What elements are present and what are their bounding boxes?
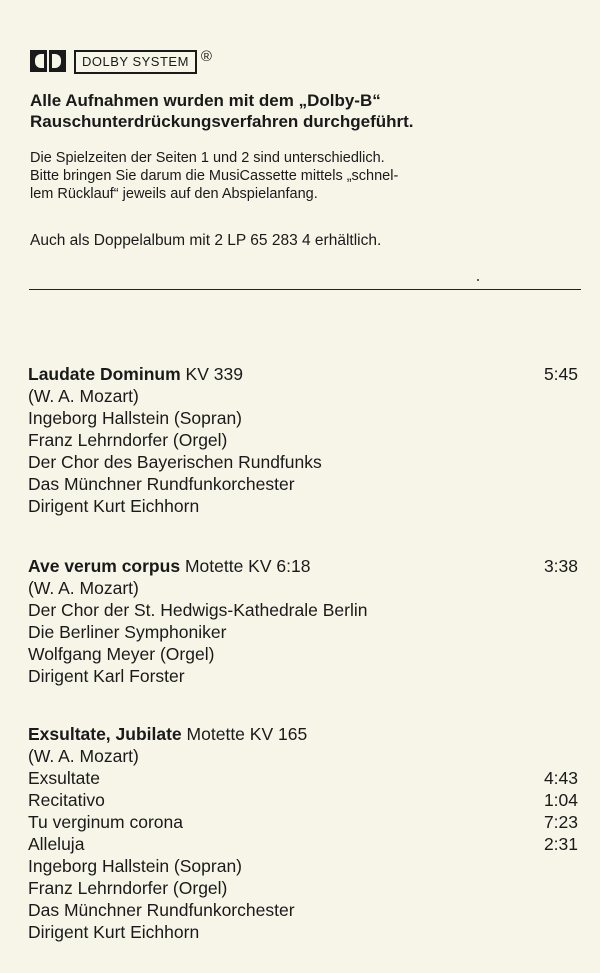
movement-duration: 1:04 bbox=[543, 790, 578, 810]
movement-row bbox=[28, 833, 578, 855]
credit-line: Wolfgang Meyer (Orgel) bbox=[28, 644, 215, 664]
note-line-2: Bitte bringen Sie darum die MusiCassette mittels „schnel- bbox=[30, 168, 399, 184]
double-d-icon bbox=[30, 50, 70, 74]
headline-line-1: Alle Aufnahmen wurden mit dem „Dolby-B“ bbox=[30, 91, 381, 110]
track-ave-verum-corpus bbox=[28, 555, 578, 687]
dolby-system-label: DOLBY SYSTEM bbox=[74, 50, 197, 74]
credit-line: Franz Lehrndorfer (Orgel) bbox=[28, 430, 228, 450]
track-composer: (W. A. Mozart) bbox=[28, 578, 139, 598]
headline-line-2: Rauschunterdrückungsverfahren durchgeführt. bbox=[30, 112, 414, 131]
track-duration: 3:38 bbox=[543, 556, 578, 576]
speck bbox=[477, 279, 479, 281]
track-composer: (W. A. Mozart) bbox=[28, 386, 139, 406]
movement-duration: 2:31 bbox=[543, 834, 578, 854]
credit-line: Ingeborg Hallstein (Sopran) bbox=[28, 408, 243, 428]
movement-row bbox=[28, 789, 578, 811]
track-laudate-dominum bbox=[28, 363, 578, 517]
movement-name: Recitativo bbox=[28, 790, 105, 810]
movement-duration: 7:23 bbox=[543, 812, 578, 832]
track-title: Laudate Dominum KV 339 bbox=[28, 364, 243, 384]
credit-line: Dirigent Karl Forster bbox=[28, 666, 185, 686]
credit-line: Der Chor der St. Hedwigs-Kathedrale Berlin bbox=[28, 600, 368, 620]
movement-row bbox=[28, 767, 578, 789]
track-exsultate-jubilate bbox=[28, 723, 578, 943]
movement-duration: 4:43 bbox=[543, 768, 578, 788]
registered-mark: ® bbox=[200, 47, 212, 65]
note-line-3: lem Rücklauf“ jeweils auf den Abspielanfang. bbox=[30, 186, 318, 202]
movement-row bbox=[28, 811, 578, 833]
playback-note bbox=[30, 149, 575, 203]
dolby-system-badge bbox=[30, 47, 212, 74]
movement-name: Exsultate bbox=[28, 768, 100, 788]
credit-line: Das Münchner Rundfunkorchester bbox=[28, 474, 295, 494]
track-duration: 5:45 bbox=[543, 364, 578, 384]
double-album-note: Auch als Doppelalbum mit 2 LP 65 283 4 erhältlich. bbox=[30, 232, 382, 249]
credit-line: Die Berliner Symphoniker bbox=[28, 622, 227, 642]
divider bbox=[29, 289, 581, 290]
credit-line: Dirigent Kurt Eichhorn bbox=[28, 496, 200, 516]
track-title: Exsultate, Jubilate Motette KV 165 bbox=[28, 724, 308, 744]
movement-name: Alleluja bbox=[28, 834, 85, 854]
track-title: Ave verum corpus Motette KV 6:18 bbox=[28, 556, 311, 576]
credit-line: Ingeborg Hallstein (Sopran) bbox=[28, 856, 243, 876]
credit-line: Franz Lehrndorfer (Orgel) bbox=[28, 878, 228, 898]
credit-line: Das Münchner Rundfunkorchester bbox=[28, 900, 295, 920]
track-composer: (W. A. Mozart) bbox=[28, 746, 139, 766]
credit-line: Der Chor des Bayerischen Rundfunks bbox=[28, 452, 322, 472]
movement-name: Tu verginum corona bbox=[28, 812, 183, 832]
note-line-1: Die Spielzeiten der Seiten 1 und 2 sind unterschiedlich. bbox=[30, 150, 385, 166]
credit-line: Dirigent Kurt Eichhorn bbox=[28, 922, 200, 942]
dolby-headline bbox=[30, 90, 414, 132]
